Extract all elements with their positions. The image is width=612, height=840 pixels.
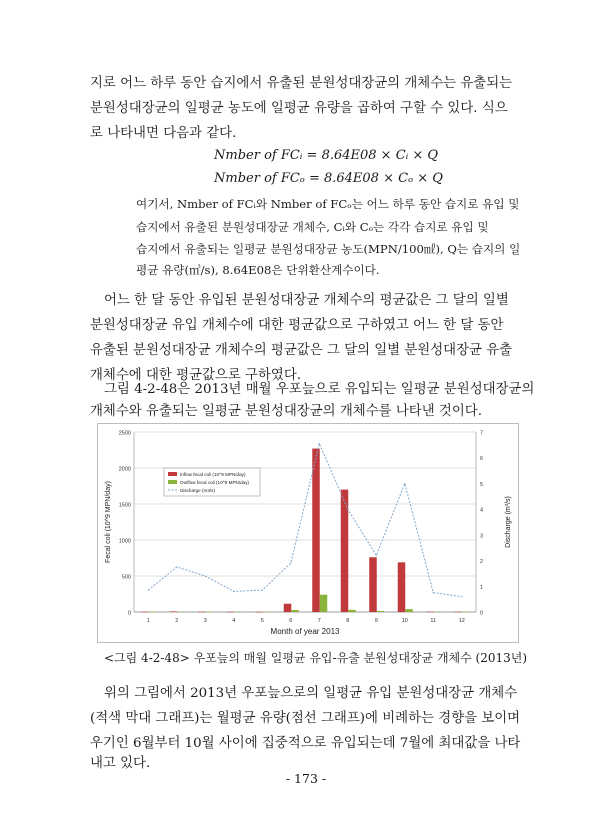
- outflow-bar: [462, 612, 470, 613]
- inflow-bar: [455, 612, 463, 613]
- inflow-bar: [227, 612, 235, 613]
- y2-tick-label: 4: [480, 507, 484, 514]
- y2-axis-title: Discharge (m³/s): [505, 496, 512, 548]
- discharge-line: [148, 444, 462, 597]
- inflow-bar: [369, 557, 377, 612]
- paragraph-2-line-2: 분원성대장균 유입 개체수에 대한 평균값으로 구하였고 어느 한 달 동안: [90, 318, 504, 333]
- paragraph-2-line-3: 유출된 분원성대장균 개체수의 평균값은 그 달의 일별 분원성대장균 유출: [90, 343, 513, 358]
- y2-tick-label: 6: [480, 456, 484, 463]
- inflow-bar: [426, 612, 434, 613]
- inflow-bar: [341, 490, 349, 612]
- x-tick-label: 7: [317, 618, 321, 624]
- paragraph-4-line-1: 위의 그림에서 2013년 우포늪으로의 일평균 유입 분원성대장균 개체수: [104, 686, 518, 701]
- paragraph-2-line-1: 어느 한 달 동안 유입된 분원성대장균 개체수의 평균값은 그 달의 일별: [104, 293, 509, 308]
- y-tick-label: 2500: [118, 430, 131, 437]
- paragraph-1-line-1: 지로 어느 하루 동안 습지에서 유출된 분원성대장균의 개체수는 유출되는: [90, 76, 513, 91]
- outflow-bar: [234, 612, 242, 613]
- equation-note-line-4: 평균 유량(㎥/s), 8.64E08은 단위환산계수이다.: [136, 263, 380, 277]
- discharge-point: [347, 509, 348, 510]
- y-tick-label: 0: [127, 610, 131, 617]
- y-tick-label: 2000: [118, 466, 131, 473]
- outflow-bar: [348, 610, 356, 612]
- y2-tick-label: 3: [480, 533, 484, 540]
- discharge-point: [148, 590, 149, 591]
- y-tick-label: 1500: [118, 502, 131, 509]
- paragraph-4-line-4: 내고 있다.: [90, 756, 151, 771]
- x-tick-label: 8: [346, 618, 350, 624]
- legend-label: Inflow fecal coli (10^9 MPN/day): [180, 472, 246, 477]
- x-tick-label: 6: [289, 618, 293, 624]
- discharge-point: [319, 443, 320, 444]
- outflow-bar: [405, 609, 413, 612]
- paragraph-3-line-1: 그림 4-2-48은 2013년 매월 우포늪으로 유입되는 일평균 분원성대장균의: [104, 382, 535, 397]
- x-tick-label: 3: [203, 618, 207, 624]
- figure-caption: <그림 4-2-48> 우포늪의 매월 일평균 유입-유출 분원성대장균 개체수 (2013년): [104, 651, 528, 665]
- paragraph-4-line-2: (적색 막대 그래프)는 월평균 유량(점선 그래프)에 비례하는 경향을 보이며: [90, 711, 521, 726]
- discharge-point: [376, 555, 377, 556]
- outflow-bar: [149, 612, 157, 613]
- outflow-bar: [320, 595, 328, 612]
- paragraph-3-line-2: 개체수와 유출되는 일평균 분원성대장균의 개체수를 나타낸 것이다.: [90, 404, 482, 419]
- x-axis-title: Month of year 2013: [270, 627, 340, 636]
- discharge-point: [262, 590, 263, 591]
- y2-tick-label: 2: [480, 559, 484, 566]
- discharge-point: [205, 575, 206, 576]
- x-tick-label: 2: [175, 618, 179, 624]
- chart-svg: [98, 424, 518, 642]
- paragraph-1-line-3: 로 나타내면 다음과 같다.: [90, 126, 237, 141]
- x-tick-label: 11: [430, 618, 437, 624]
- paragraph-4-line-3: 우기인 6월부터 10월 사이에 집중적으로 유입되는데 7월에 최대값을 나타: [90, 736, 521, 751]
- inflow-bar: [198, 612, 206, 613]
- chart-figure: [97, 423, 519, 643]
- discharge-point: [290, 563, 291, 564]
- paragraph-1-line-2: 분원성대장균의 일평균 농도에 일평균 유량을 곱하여 구할 수 있다. 식으: [90, 101, 508, 116]
- equation-note-line-2: 습지에서 유출된 분원성대장균 개체수, Cᵢ와 Cₒ는 각각 습지로 유입 및: [136, 220, 489, 234]
- y-axis-title: Fecal coli (10^9 MPN/day): [105, 481, 112, 563]
- equation-inflow: Nmber of FCᵢ = 8.64E08 × Cᵢ × Q: [214, 148, 439, 163]
- equation-outflow: Nmber of FCₒ = 8.64E08 × Cₒ × Q: [214, 171, 443, 186]
- outflow-bar: [177, 612, 185, 613]
- x-tick-label: 5: [260, 618, 264, 624]
- y2-tick-label: 1: [480, 584, 484, 591]
- y2-tick-label: 0: [480, 610, 484, 617]
- outflow-bar: [263, 612, 271, 613]
- inflow-bar: [284, 604, 292, 612]
- legend-label: Discharge (m3/s): [180, 488, 215, 493]
- outflow-bar: [377, 611, 385, 612]
- discharge-point: [461, 596, 462, 597]
- y-tick-label: 1000: [118, 538, 131, 545]
- y2-tick-label: 5: [480, 481, 484, 488]
- paragraph-2-line-4: 개체수에 대한 평균값으로 구하였다.: [90, 368, 302, 383]
- outflow-bar: [434, 612, 442, 613]
- equation-note-line-1: 여기서, Nmber of FCᵢ와 Nmber of FCₒ는 어느 하루 동안 습지로 유입 및: [136, 197, 520, 211]
- equation-note-line-3: 습지에서 유출되는 일평균 분원성대장균 농도(MPN/100㎖), Q는 습지의 일: [136, 242, 521, 256]
- outflow-bar: [206, 612, 214, 613]
- inflow-bar: [141, 612, 149, 613]
- inflow-bar: [255, 612, 263, 613]
- x-tick-label: 1: [146, 618, 150, 624]
- legend-label: Outflow fecal coli (10^9 MPN/day): [180, 480, 250, 485]
- x-tick-label: 10: [401, 618, 408, 624]
- x-tick-label: 9: [374, 618, 378, 624]
- inflow-bar: [312, 449, 320, 612]
- discharge-point: [433, 592, 434, 593]
- discharge-point: [404, 483, 405, 484]
- discharge-point: [233, 591, 234, 592]
- page-number: - 173 -: [285, 771, 327, 786]
- x-tick-label: 4: [232, 618, 236, 624]
- inflow-bar: [170, 611, 178, 612]
- legend-swatch: [168, 480, 177, 484]
- outflow-bar: [291, 610, 299, 612]
- y2-tick-label: 7: [480, 430, 484, 437]
- inflow-bar: [398, 562, 406, 612]
- discharge-point: [176, 566, 177, 567]
- legend-swatch: [168, 472, 177, 476]
- y-tick-label: 500: [121, 574, 131, 581]
- x-tick-label: 12: [458, 618, 465, 624]
